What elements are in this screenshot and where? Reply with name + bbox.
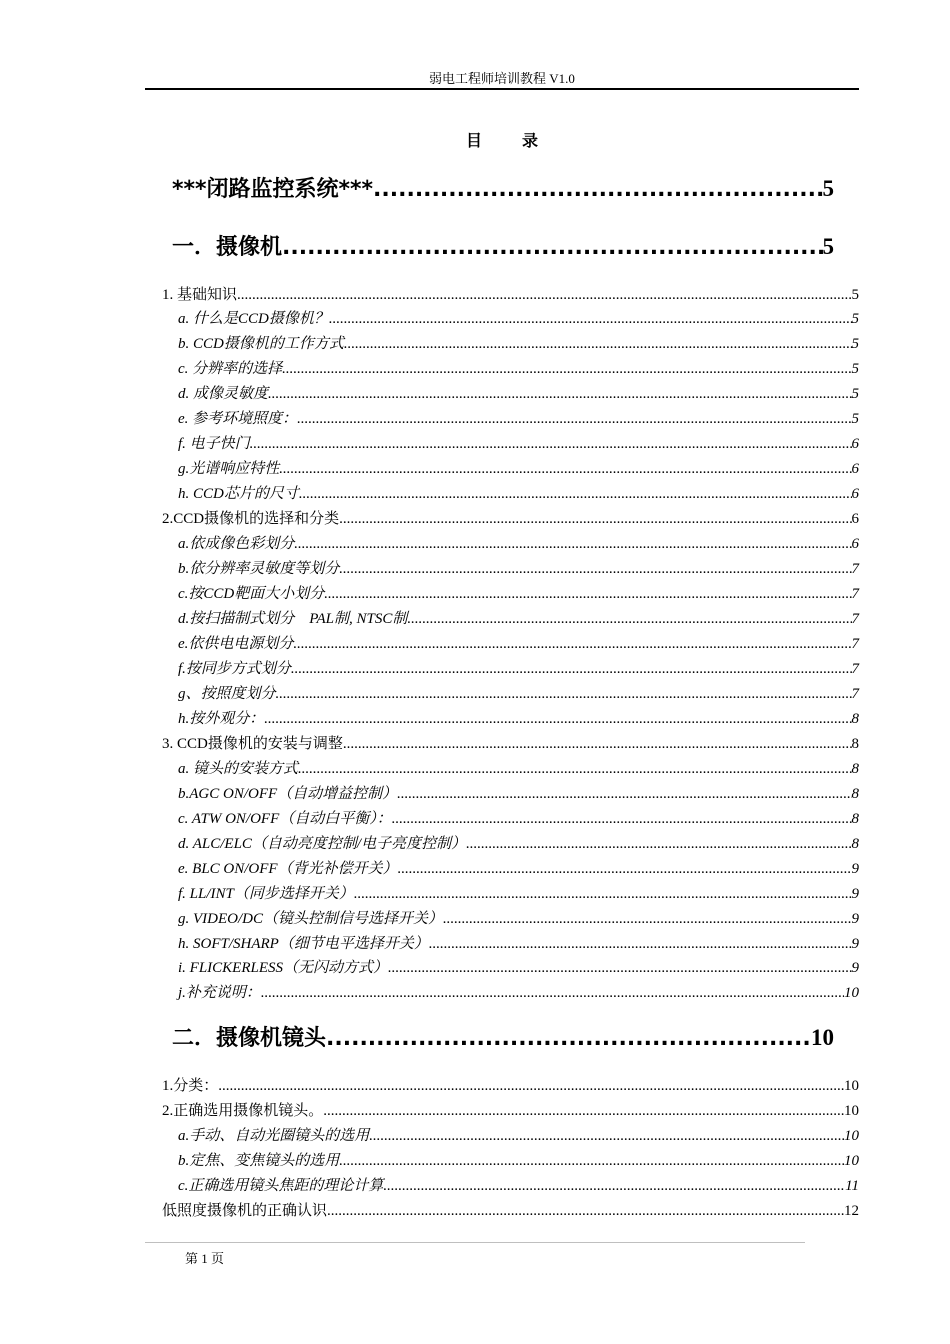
toc-entry[interactable] <box>178 1124 859 1144</box>
toc-entry[interactable] <box>162 283 859 303</box>
toc-entry[interactable] <box>178 882 859 902</box>
toc-dot-leader <box>383 1178 845 1195</box>
toc-dot-leader <box>326 1026 811 1051</box>
toc-entry-page: 5 <box>851 336 859 352</box>
toc-entry-page: 9 <box>851 886 859 902</box>
toc-dot-leader <box>343 736 852 753</box>
toc-entry-label: 低照度摄像机的正确认识 <box>162 1203 328 1219</box>
toc-title: 目录 <box>465 131 578 150</box>
toc-entry[interactable] <box>162 1074 859 1094</box>
toc-entry[interactable] <box>178 457 859 477</box>
toc-entry-label: 2.CCD摄像机的选择和分类 <box>162 511 340 527</box>
toc-entry-page: 8 <box>851 811 859 827</box>
toc-entry-label: c.按CCD靶面大小划分 <box>178 586 325 602</box>
toc-entry-label: h. SOFT/SHARP（细节电平选择开关） <box>178 936 429 952</box>
toc-entry-page: 7 <box>851 686 859 702</box>
toc-dot-leader <box>443 911 852 928</box>
toc-entry-label: j.补充说明： <box>178 985 261 1001</box>
toc-dot-leader <box>339 561 851 578</box>
toc-dot-leader <box>339 511 851 528</box>
toc-dot-leader <box>354 886 852 903</box>
toc-dot-leader <box>299 486 852 503</box>
toc-entry-page: 5 <box>822 176 834 201</box>
page-header-title: 弱电工程师培训教程 V1.0 <box>429 71 575 86</box>
toc-entry-page: 10 <box>844 1153 859 1169</box>
toc-entry-label: f. LL/INT（同步选择开关） <box>178 886 354 902</box>
toc-entry-page: 10 <box>844 1078 859 1094</box>
toc-entry-page: 6 <box>851 511 859 527</box>
toc-entry-page: 5 <box>851 361 859 377</box>
toc-entry[interactable] <box>178 832 859 852</box>
toc-dot-leader <box>261 985 844 1002</box>
toc-dot-leader <box>268 386 851 403</box>
toc-dot-leader <box>298 761 851 778</box>
toc-entry[interactable] <box>178 907 859 927</box>
toc-dot-leader <box>291 661 852 678</box>
toc-entry-label: 二．摄像机镜头 <box>172 1026 327 1051</box>
toc-entry-label: d. ALC/ELC（自动亮度控制/电子亮度控制） <box>178 836 467 852</box>
toc-entry-page: 5 <box>851 411 859 427</box>
toc-entry-label: h.按外观分： <box>178 711 265 727</box>
toc-entry-page: 9 <box>851 936 859 952</box>
toc-entry[interactable] <box>172 1021 834 1051</box>
toc-entry-label: b.定焦、变焦镜头的选用 <box>178 1153 340 1169</box>
toc-dot-leader <box>466 836 851 853</box>
page-number: 第 1 页 <box>185 1251 225 1266</box>
toc-entry-label: 3. CCD摄像机的安装与调整 <box>162 736 343 752</box>
toc-entry-page: 7 <box>851 661 859 677</box>
toc-dot-leader <box>323 1103 844 1120</box>
toc-entry[interactable] <box>178 807 859 827</box>
toc-dot-leader <box>297 411 851 428</box>
toc-entry[interactable] <box>178 482 859 502</box>
toc-dot-leader <box>329 311 852 328</box>
toc-dot-leader <box>373 177 822 202</box>
toc-entry-page: 9 <box>851 911 859 927</box>
toc-dot-leader <box>250 436 852 453</box>
toc-dot-leader <box>388 960 851 977</box>
toc-entry-page: 5 <box>851 287 859 303</box>
toc-entry-page: 8 <box>851 761 859 777</box>
toc-dot-leader <box>339 1153 844 1170</box>
toc-entry[interactable] <box>178 782 859 802</box>
toc-dot-leader <box>279 461 851 478</box>
toc-entry-page: 11 <box>845 1178 859 1194</box>
toc-entry[interactable] <box>178 557 859 577</box>
toc-dot-leader <box>327 1203 844 1220</box>
toc-entry-label: g.光谱响应特性 <box>178 461 280 477</box>
toc-entry[interactable] <box>178 757 859 777</box>
toc-entry-page: 8 <box>851 786 859 802</box>
footer-rule <box>145 1242 805 1243</box>
toc-entry-page: 5 <box>822 234 834 259</box>
toc-entry-label: 1. 基础知识 <box>162 287 238 303</box>
toc-entry[interactable] <box>178 532 859 552</box>
toc-entry-label: e.依供电电源划分 <box>178 636 294 652</box>
toc-entry[interactable] <box>162 1199 859 1219</box>
toc-entry-label: ***闭路监控系统*** <box>172 177 374 202</box>
toc-entry-label: e. 参考环境照度： <box>178 411 298 427</box>
toc-entry-label: g、按照度划分 <box>178 686 276 702</box>
toc-dot-leader <box>293 636 851 653</box>
toc-entry-page: 10 <box>844 1128 859 1144</box>
toc-dot-leader <box>392 811 852 828</box>
toc-entry[interactable] <box>178 707 859 727</box>
toc-entry[interactable] <box>178 307 859 327</box>
toc-entry[interactable] <box>178 1149 859 1169</box>
toc-dot-leader <box>276 686 852 703</box>
toc-dot-leader <box>397 786 851 803</box>
toc-entry-label: c. ATW ON/OFF（自动白平衡）： <box>178 811 392 827</box>
toc-entry[interactable] <box>178 981 859 1001</box>
toc-dot-leader <box>369 1128 844 1145</box>
toc-entry-page: 10 <box>844 985 859 1001</box>
toc-entry-page: 10 <box>844 1103 859 1119</box>
toc-entry[interactable] <box>178 632 859 652</box>
toc-entry[interactable] <box>178 407 859 427</box>
toc-entry-page: 6 <box>851 486 859 502</box>
toc-entry-page: 6 <box>851 436 859 452</box>
toc-dot-leader <box>237 287 851 304</box>
toc-entry-label: d. 成像灵敏度 <box>178 386 269 402</box>
toc-dot-leader <box>398 861 852 878</box>
toc-entry-label: 2.正确选用摄像机镜头。 <box>162 1103 324 1119</box>
toc-entry[interactable] <box>178 582 859 602</box>
toc-dot-leader <box>429 936 852 953</box>
toc-entry-label: a. 镜头的安装方式 <box>178 761 299 777</box>
toc-dot-leader <box>282 361 851 378</box>
toc-entry[interactable] <box>178 607 859 627</box>
toc-entry-label: a.手动、自动光圈镜头的选用 <box>178 1128 370 1144</box>
toc-dot-leader <box>407 611 851 628</box>
toc-entry[interactable] <box>172 172 834 202</box>
toc-entry-label: i. FLICKERLESS（无闪动方式） <box>178 960 389 976</box>
toc-entry-label: b.依分辨率灵敏度等划分 <box>178 561 340 577</box>
toc-entry[interactable] <box>162 732 859 752</box>
toc-entry-label: e. BLC ON/OFF（背光补偿开关） <box>178 861 398 877</box>
toc-entry-page: 6 <box>851 461 859 477</box>
toc-entry[interactable] <box>178 1174 859 1194</box>
toc-entry-page: 9 <box>851 960 859 976</box>
toc-entry-page: 5 <box>851 311 859 327</box>
toc-entry-label: a. 什么是CCD摄像机？ <box>178 311 329 327</box>
toc-dot-leader <box>264 711 851 728</box>
toc-entry[interactable] <box>178 857 859 877</box>
toc-entry-page: 12 <box>844 1203 859 1219</box>
toc-entry-page: 6 <box>851 536 859 552</box>
header-rule <box>145 88 859 90</box>
toc-entry-page: 8 <box>851 711 859 727</box>
toc-entry[interactable] <box>178 332 859 352</box>
toc-entry-label: g. VIDEO/DC（镜头控制信号选择开关） <box>178 911 443 927</box>
toc-entry[interactable] <box>178 382 859 402</box>
toc-entry-page: 7 <box>851 561 859 577</box>
toc-entry-label: h. CCD芯片的尺寸 <box>178 486 299 502</box>
toc-entry-page: 7 <box>851 586 859 602</box>
toc-dot-leader <box>218 1078 844 1095</box>
toc-entry-label: b. CCD摄像机的工作方式 <box>178 336 344 352</box>
toc-dot-leader <box>282 235 822 260</box>
toc-entry[interactable] <box>178 432 859 452</box>
toc-entry[interactable] <box>178 956 859 976</box>
toc-entry-page: 8 <box>851 836 859 852</box>
toc-entry-page: 10 <box>811 1025 834 1050</box>
toc-entry[interactable] <box>172 230 834 260</box>
toc-entry[interactable] <box>178 682 859 702</box>
toc-entry-label: f.按同步方式划分 <box>178 661 291 677</box>
toc-entry-label: c. 分辨率的选择 <box>178 361 283 377</box>
toc-dot-leader <box>324 586 851 603</box>
toc-entry-page: 8 <box>851 736 859 752</box>
toc-entry-label: 一．摄像机 <box>172 235 283 260</box>
toc-entry[interactable] <box>178 932 859 952</box>
toc-entry-label: d.按扫描制式划分 PAL制, NTSC制 <box>178 611 408 627</box>
toc-entry[interactable] <box>178 657 859 677</box>
toc-entry-label: f. 电子快门 <box>178 436 250 452</box>
toc-entry-label: 1.分类： <box>162 1078 219 1094</box>
toc-entry-label: b.AGC ON/OFF（自动增益控制） <box>178 786 398 802</box>
toc-entry-page: 7 <box>851 636 859 652</box>
toc-entry-page: 9 <box>851 861 859 877</box>
toc-entry-page: 5 <box>851 386 859 402</box>
toc-entry-label: a.依成像色彩划分 <box>178 536 295 552</box>
toc-entry-page: 7 <box>851 611 859 627</box>
toc-entry[interactable] <box>162 1099 859 1119</box>
toc-entry-label: c.正确选用镜头焦距的理论计算 <box>178 1178 384 1194</box>
toc-entry[interactable] <box>178 357 859 377</box>
toc-dot-leader <box>344 336 852 353</box>
toc-dot-leader <box>294 536 851 553</box>
toc-entry[interactable] <box>162 507 859 527</box>
